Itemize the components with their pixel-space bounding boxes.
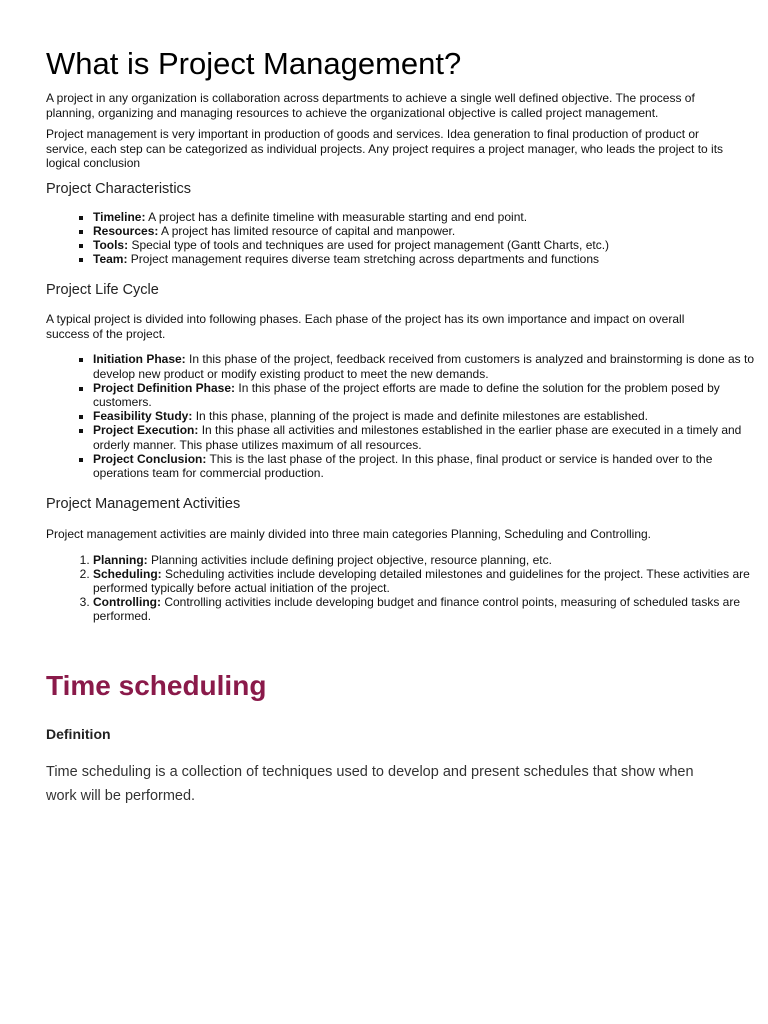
list-item: ▪ Project Definition Phase: In this phase of the project efforts are made to define the solution for the problem posed by customers. — [93, 381, 768, 409]
intro-paragraph-1: A project in any organization is collaboration across departments to achieve a single well defined objective. The process of planning, organizing and managing resources to achieve the organizational objective is called project management. — [46, 91, 695, 120]
definition-text: Time scheduling is a collection of techniques used to develop and present schedules that show when work will be performed. — [46, 763, 694, 804]
page-title: What is Project Management? — [46, 46, 462, 81]
list-item: ▪ Initiation Phase: In this phase of the project, feedback received from customers is analyzed and brainstorming is done as to develop new product or modify existing product to meet the new demands. — [93, 352, 768, 380]
list-item: ▪ Feasibility Study: In this phase, planning of the project is made and definite milestones are established. — [93, 409, 768, 423]
list-item: ▪ Project Conclusion: This is the last phase of the project. In this phase, final product or service is handed over to the operations team for commercial production. — [93, 452, 768, 480]
list-item: ▪ Timeline: A project has a definite timeline with measurable starting and end point. — [93, 210, 768, 224]
list-item: 3. Controlling: Controlling activities include developing budget and finance control points, measuring of scheduled tasks are performed. — [93, 595, 768, 623]
characteristics-list — [46, 210, 768, 267]
list-item: ▪ Team: Project management requires diverse team stretching across departments and functions — [93, 252, 768, 266]
intro-paragraph-2: Project management is very important in production of goods and services. Idea generation to final production of product or service, each step can be categorized as individual projects. Any project requires a project manager, who leads the project to its logical conclusion — [46, 127, 724, 170]
lifecycle-list — [46, 352, 768, 480]
list-item: ▪ Project Execution: In this phase all activities and milestones established in the earlier phase are executed in a timely and orderly manner. This phase utilizes maximum of all resources. — [93, 423, 768, 451]
list-item: ▪ Tools: Special type of tools and techniques are used for project management (Gantt Charts, etc.) — [93, 238, 768, 252]
section-heading-time-scheduling: Time scheduling — [46, 669, 267, 701]
activities-intro: Project management activities are mainly divided into three main categories Planning, Scheduling and Controlling. — [46, 527, 652, 542]
list-item: 2. Scheduling: Scheduling activities include developing detailed milestones and guidelines for the project. These activities are performed typically before actual initiation of the project. — [93, 567, 768, 595]
list-item: ▪ Resources: A project has limited resource of capital and manpower. — [93, 224, 768, 238]
section-heading-activities: Project Management Activities — [46, 496, 241, 513]
lifecycle-intro: A typical project is divided into following phases. Each phase of the project has its own importance and impact on overall success of the project. — [46, 312, 685, 341]
definition-heading: Definition — [46, 725, 111, 742]
section-heading-lifecycle: Project Life Cycle — [46, 282, 159, 299]
list-item: 1. Planning: Planning activities include defining project objective, resource planning, etc. — [93, 553, 768, 567]
section-heading-characteristics: Project Characteristics — [46, 180, 192, 197]
activities-list — [46, 553, 768, 624]
